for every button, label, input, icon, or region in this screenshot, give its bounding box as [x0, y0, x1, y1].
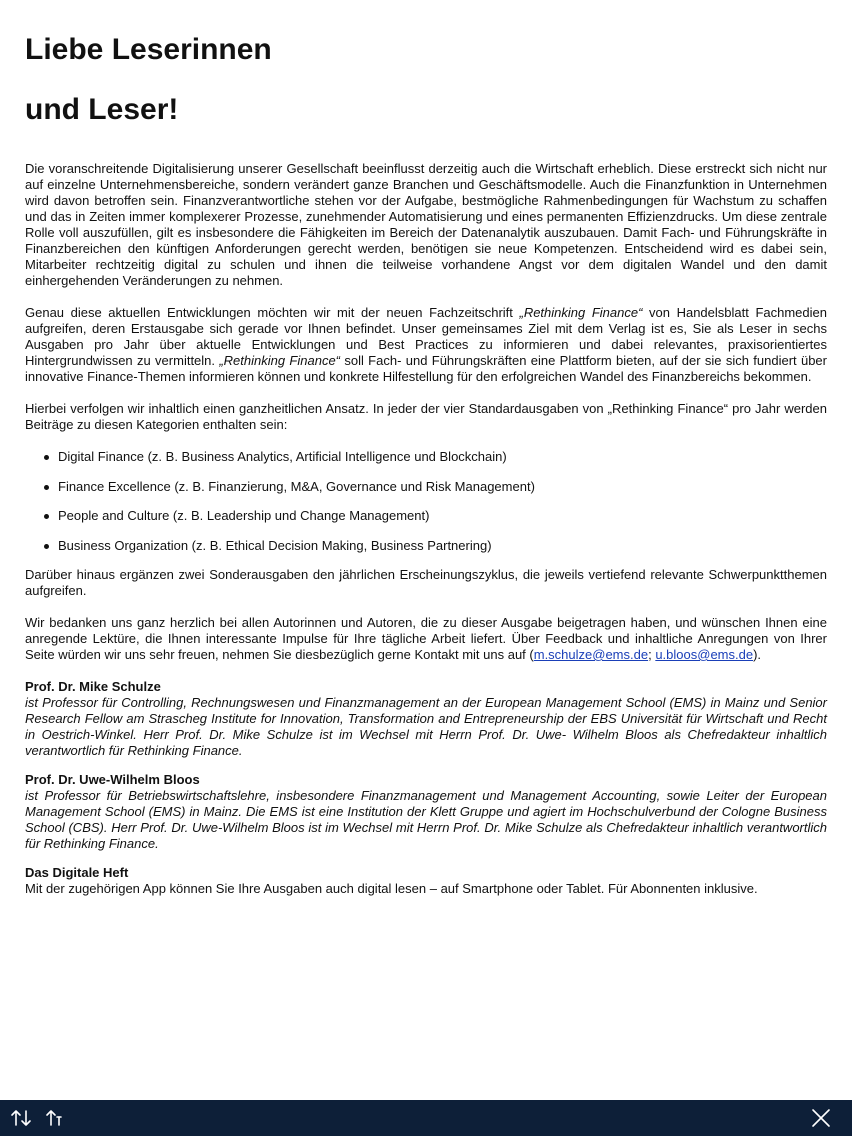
- bullet-icon: [44, 485, 49, 490]
- title-line-2: und Leser!: [25, 93, 179, 126]
- paragraph-intro: Die voranschreitende Digitalisierung unserer Gesellschaft beeinflusst derzeitig auch die Wirtschaft erheblich. Diese erstreckt sich nicht nur auf einzelne Unternehmensbereiche, sondern verändert ganze Branchen und Geschäftsmodelle. Auch die Finanzfunktion in Unternehmen wird davon betroffen sein. Finanzverantwortliche stehen vor der Aufgabe, bestmögliche Rahmenbedingungen für Wachstum zu schaffen und das in Zeiten immer komplexerer Prozesse, zunehmender Automatisierung und eines permanenten Effizienzdrucks. Um diese zentrale Rolle voll auszufüllen, gilt es insbesondere die Fähigkeiten im Bereich der Datenanalytik auszubauen. Damit Fach- und Führungskräfte in Finanzbereichen den künftigen Anforderungen gerecht werden, benötigen sie neue Kompetenzen. Entscheidend wird es dabei sein, Mitarbeiter rechtzeitig digital zu schulen und ihnen die teilweise vorhandene Angst vor dem digitalen Wandel und den damit einhergehenden Veränderungen zu nehmen.: [25, 161, 827, 288]
- paragraph-text: soll Fach- und Führungskräften eine Plattform bieten, auf der sie sich fundiert über innovative Finance-Themen informieren können und konkrete Hilfestellung für den erfolgreichen Wandel des Finanzbereichs bekommen.: [25, 353, 827, 384]
- list-item-text: People and Culture (z. B. Leadership und Change Management): [58, 508, 430, 523]
- email-link-schulze[interactable]: m.schulze@ems.de: [533, 647, 649, 662]
- list-item: [25, 479, 827, 495]
- paragraph-text: ).: [753, 647, 762, 662]
- list-item-text: Digital Finance (z. B. Business Analytics, Artificial Intelligence und Blockchain): [58, 449, 507, 464]
- author-bio: ist Professor für Betriebswirtschaftslehre, insbesondere Finanzmanagement und Management Accounting, sowie Leiter der European Management School (EMS) in Mainz. Die EMS ist eine Institution der Klett Gruppe und agiert im Hochschulverbund der Cologne Business School (CBS). Herr Prof. Dr. Uwe-Wilhelm Bloos ist im Wechsel mit Herrn Prof. Dr. Mike Schulze als Chefredakteur inhaltlich verantwortlich für Rethinking Finance.: [25, 788, 827, 851]
- up-arrow-icon[interactable]: [43, 1105, 69, 1131]
- paragraph-thanks: [25, 615, 827, 663]
- bottom-toolbar: [0, 1100, 852, 1136]
- paragraph-special-issues: Darüber hinaus ergänzen zwei Sonderausgaben den jährlichen Erscheinungszyklus, die jeweils vertiefend relevante Schwerpunktthemen aufgreifen.: [25, 567, 827, 598]
- digital-issue-block: [25, 865, 827, 897]
- author-name: Prof. Dr. Uwe-Wilhelm Bloos: [25, 772, 200, 787]
- paragraph-text: Genau diese aktuellen Entwicklungen möchten wir mit der neuen Fachzeitschrift: [25, 305, 520, 320]
- bullet-icon: [44, 544, 49, 549]
- list-item: [25, 449, 827, 465]
- author-block-bloos: [25, 772, 827, 852]
- page-title: [25, 24, 827, 136]
- digital-issue-title: Das Digitale Heft: [25, 865, 129, 880]
- author-name: Prof. Dr. Mike Schulze: [25, 679, 161, 694]
- list-item: [25, 538, 827, 554]
- list-item: [25, 508, 827, 524]
- article-content: [25, 24, 827, 897]
- author-bio: ist Professor für Controlling, Rechnungswesen und Finanzmanagement an der European Management School (EMS) in Mainz und Senior Research Fellow am Strascheg Institute for Innovation, Transformation and Entrepreneurship der EBS Universität für Wirtschaft und Recht in Oestrich-Winkel. Herr Prof. Dr. Mike Schulze ist im Wechsel mit Herrn Prof. Dr. Uwe- Wilhelm Bloos als Chefredakteur inhaltlich verantwortlich für Rethinking Finance.: [25, 695, 827, 758]
- list-item-text: Business Organization (z. B. Ethical Decision Making, Business Partnering): [58, 537, 492, 553]
- title-line-1: Liebe Leserinnen: [25, 33, 272, 66]
- bullet-icon: [44, 514, 49, 519]
- bullet-icon: [44, 455, 49, 460]
- list-item-text: Finance Excellence (z. B. Finanzierung, M&A, Governance und Risk Management): [58, 478, 535, 494]
- paragraph-text: von Handelsblatt Fachmedien aufgreifen, deren Erstausgabe sich gerade vor Ihnen befindet. Unser gemeinsames Ziel mit dem Verlag ist es, Sie als Leser in sechs Ausgaben pro Jahr über aktuelle Entwicklungen und Best Practices zu informieren und dabei relevantes, praxisorientiertes Hintergrundwissen zu vermitteln.: [25, 305, 827, 368]
- category-list: [25, 449, 827, 554]
- close-icon[interactable]: [808, 1105, 834, 1131]
- swap-arrows-icon[interactable]: [9, 1105, 35, 1131]
- digital-issue-text: Mit der zugehörigen App können Sie Ihre Ausgaben auch digital lesen – auf Smartphone oder Tablet. Für Abonnenten inklusive.: [25, 881, 758, 896]
- paragraph-text: Wir bedanken uns ganz herzlich bei allen Autorinnen und Autoren, die zu dieser Ausgabe beigetragen haben, und wünschen Ihnen eine anregende Lektüre, die Ihnen interessante Impulse für Ihre tägliche Arbeit liefert. Über Feedback und inhaltliche Anregungen von Ihrer Seite würden wir uns sehr freuen, nehmen Sie diesbezüglich gerne Kontakt mit uns auf (: [25, 615, 827, 662]
- magazine-name: „Rethinking Finance“: [519, 305, 643, 320]
- paragraph-magazine: [25, 305, 827, 385]
- email-link-bloos[interactable]: u.bloos@ems.de: [655, 647, 754, 662]
- magazine-name: „Rethinking Finance“: [219, 353, 341, 368]
- separator: ;: [648, 647, 656, 662]
- author-block-schulze: [25, 679, 827, 759]
- paragraph-approach: Hierbei verfolgen wir inhaltlich einen ganzheitlichen Ansatz. In jeder der vier Standardausgaben von „Rethinking Finance“ pro Jahr werden Beiträge zu diesen Kategorien enthalten sein:: [25, 401, 827, 432]
